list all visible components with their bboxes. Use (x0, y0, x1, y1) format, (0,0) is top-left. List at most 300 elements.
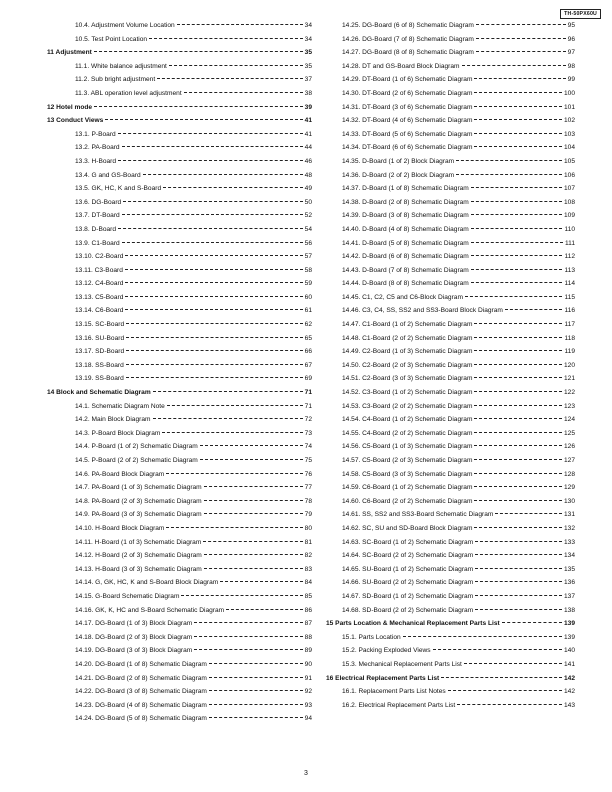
toc-section-entry[interactable] (47, 699, 312, 713)
toc-leader-line (474, 119, 562, 120)
toc-entry-title: 13.1. P-Board (75, 130, 116, 138)
toc-entry-title: 14.65. SU-Board (1 of 2) Schematic Diagram (342, 565, 474, 573)
toc-entry-page-number: 115 (564, 293, 575, 301)
toc-leader-line (475, 554, 562, 555)
toc-entry-title: 14.18. DG-Board (2 of 3) Block Diagram (75, 633, 193, 641)
toc-section-entry[interactable] (47, 644, 312, 658)
toc-entry-title: 13.17. SD-Board (75, 348, 125, 356)
toc-entry-title: 14.64. SC-Board (2 of 2) Schematic Diagram (342, 552, 474, 560)
toc-leader-line (163, 187, 303, 188)
toc-leader-line (125, 282, 302, 283)
toc-section-entry[interactable] (47, 495, 312, 509)
toc-section-entry[interactable] (47, 508, 312, 522)
toc-entry-title: 14.10. H-Board Block Diagram (75, 524, 165, 532)
toc-entry-page-number: 106 (563, 171, 575, 179)
toc-leader-line (153, 418, 303, 419)
model-number-label: TH-50PX60U (560, 9, 601, 19)
toc-section-entry[interactable] (47, 454, 312, 468)
toc-leader-line (181, 595, 302, 596)
toc-section-entry[interactable] (326, 604, 575, 618)
toc-entry-page-number: 89 (304, 647, 312, 655)
toc-entry-title: 14.1. Schematic Diagram Note (75, 402, 165, 410)
toc-entry-page-number: 138 (563, 606, 575, 614)
toc-section-entry[interactable] (326, 413, 575, 427)
toc-entry-page-number: 35 (304, 49, 312, 57)
toc-leader-line (471, 269, 563, 270)
toc-leader-line (474, 391, 562, 392)
toc-section-entry[interactable] (326, 155, 575, 169)
toc-section-entry[interactable] (47, 685, 312, 699)
toc-entry-page-number: 143 (563, 701, 575, 709)
toc-entry-page-number: 59 (304, 280, 312, 288)
toc-leader-line (122, 214, 303, 215)
toc-section-entry[interactable] (47, 250, 312, 264)
toc-entry-page-number: 34 (304, 35, 312, 43)
toc-entry-title: 13.6. DG-Board (75, 198, 122, 206)
toc-section-entry[interactable] (47, 87, 312, 101)
toc-section-entry[interactable] (47, 440, 312, 454)
toc-section-entry[interactable] (326, 454, 575, 468)
toc-entry-page-number: 91 (304, 674, 312, 682)
toc-section-entry[interactable] (47, 155, 312, 169)
toc-section-entry[interactable] (47, 549, 312, 563)
toc-entry-title: 14.28. DT and GS-Board Block Diagram (342, 62, 460, 70)
toc-leader-line (94, 106, 303, 107)
toc-entry-title: 11.2. Sub bright adjustment (75, 76, 156, 84)
toc-entry-title: 14.44. D-Board (8 of 8) Schematic Diagram (342, 280, 469, 288)
toc-section-entry[interactable] (47, 413, 312, 427)
toc-chapter-entry[interactable] (47, 114, 312, 128)
toc-entry-page-number: 129 (563, 484, 575, 492)
toc-entry-page-number: 114 (564, 280, 575, 288)
toc-entry-title: 14.5. P-Board (2 of 2) Schematic Diagram (75, 457, 198, 464)
toc-entry-page-number: 94 (304, 715, 312, 723)
toc-entry-title: 13.10. C2-Board (75, 253, 124, 261)
toc-entry-page-number: 142 (563, 674, 575, 682)
toc-section-entry[interactable] (326, 372, 575, 386)
toc-entry-title: 14.27. DG-Board (8 of 8) Schematic Diagram (342, 49, 474, 57)
toc-leader-line (474, 473, 562, 474)
toc-section-entry[interactable] (326, 481, 575, 495)
toc-entry-title: 14.12. H-Board (2 of 3) Schematic Diagram (75, 552, 202, 560)
toc-entry-title: 14.19. DG-Board (3 of 3) Block Diagram (75, 647, 193, 655)
toc-entry-title: 14.60. C6-Board (2 of 2) Schematic Diagram (342, 497, 473, 505)
toc-section-entry[interactable] (326, 223, 575, 237)
toc-entry-title: 14.42. D-Board (6 of 8) Schematic Diagram (342, 253, 469, 261)
toc-section-entry[interactable] (47, 196, 312, 210)
toc-section-entry[interactable] (47, 372, 312, 386)
toc-entry-title: 14.21. DG-Board (2 of 8) Schematic Diagram (75, 674, 207, 682)
toc-entry-page-number: 61 (304, 307, 312, 315)
toc-section-entry[interactable] (47, 141, 312, 155)
toc-leader-line (177, 24, 303, 25)
toc-entry-title: 13.8. D-Board (75, 225, 117, 233)
toc-entry-page-number: 58 (304, 266, 312, 274)
toc-entry-page-number: 84 (304, 579, 312, 587)
toc-leader-line (475, 581, 562, 582)
toc-section-entry[interactable] (326, 699, 575, 713)
toc-entry-title: 14.52. C3-Board (1 of 2) Schematic Diagram (342, 389, 473, 397)
toc-entry-title: 13.15. SC-Board (75, 321, 125, 329)
toc-entry-page-number: 97 (567, 49, 575, 57)
toc-entry-page-number: 121 (563, 375, 575, 383)
toc-section-entry[interactable] (47, 264, 312, 278)
toc-chapter-entry[interactable] (47, 101, 312, 115)
toc-section-entry[interactable] (326, 169, 575, 183)
toc-leader-line (203, 541, 302, 542)
toc-leader-line (149, 38, 303, 39)
toc-entry-page-number: 133 (563, 538, 575, 546)
toc-entry-page-number: 122 (563, 389, 575, 397)
toc-section-entry[interactable] (47, 481, 312, 495)
toc-leader-line (126, 377, 303, 378)
toc-entry-page-number: 38 (304, 89, 312, 97)
toc-section-entry[interactable] (47, 19, 312, 33)
toc-entry-title: 14.57. C5-Board (2 of 3) Schematic Diagram (342, 457, 473, 464)
toc-entry-page-number: 69 (304, 375, 312, 383)
toc-entry-page-number: 119 (564, 348, 575, 356)
toc-leader-line (471, 255, 563, 256)
toc-section-entry[interactable] (326, 359, 575, 373)
toc-column-right (326, 19, 575, 712)
toc-entry-page-number: 79 (304, 511, 312, 519)
toc-section-entry[interactable] (326, 644, 575, 658)
toc-leader-line (474, 133, 562, 134)
toc-entry-page-number: 81 (304, 538, 312, 546)
toc-leader-line (464, 663, 562, 664)
toc-entry-page-number: 123 (563, 402, 575, 410)
toc-section-entry[interactable] (47, 73, 312, 87)
toc-entry-page-number: 39 (304, 103, 312, 111)
toc-leader-line (204, 513, 303, 514)
toc-entry-page-number: 102 (563, 117, 575, 125)
toc-section-entry[interactable] (47, 522, 312, 536)
toc-section-entry[interactable] (47, 617, 312, 631)
toc-entry-page-number: 113 (564, 266, 575, 274)
toc-leader-line (474, 92, 562, 93)
toc-entry-title: 14.2. Main Block Diagram (75, 416, 151, 424)
toc-leader-line (194, 622, 302, 623)
toc-entry-page-number: 50 (304, 198, 312, 206)
toc-entry-title: 15.2. Packing Exploded Views (342, 647, 431, 655)
toc-entry-page-number: 117 (564, 321, 575, 329)
toc-leader-line (209, 663, 303, 664)
toc-section-entry[interactable] (47, 536, 312, 550)
toc-section-entry[interactable] (47, 590, 312, 604)
toc-section-entry[interactable] (326, 563, 575, 577)
toc-leader-line (220, 581, 302, 582)
toc-entry-title: 14.17. DG-Board (1 of 3) Block Diagram (75, 620, 193, 628)
toc-entry-page-number: 65 (304, 334, 312, 342)
toc-entry-page-number: 112 (564, 253, 575, 261)
toc-section-entry[interactable] (326, 304, 575, 318)
toc-entry-title: 14.51. C2-Board (3 of 3) Schematic Diagram (342, 375, 473, 383)
toc-entry-page-number: 48 (304, 171, 312, 179)
toc-entry-page-number: 60 (304, 293, 312, 301)
toc-entry-page-number: 56 (304, 239, 312, 247)
toc-leader-line (125, 269, 303, 270)
toc-entry-page-number: 85 (304, 592, 312, 600)
toc-section-entry[interactable] (326, 101, 575, 115)
toc-section-entry[interactable] (47, 291, 312, 305)
toc-section-entry[interactable] (47, 332, 312, 346)
toc-section-entry[interactable] (47, 223, 312, 237)
toc-entry-title: 14.13. H-Board (3 of 3) Schematic Diagram (75, 565, 202, 573)
toc-section-entry[interactable] (47, 672, 312, 686)
toc-entry-title: 14.63. SC-Board (1 of 2) Schematic Diagram (342, 538, 474, 546)
toc-section-entry[interactable] (326, 631, 575, 645)
page-number: 3 (304, 770, 308, 777)
toc-leader-line (118, 133, 303, 134)
toc-section-entry[interactable] (326, 73, 575, 87)
toc-entry-page-number: 83 (304, 565, 312, 573)
toc-entry-page-number: 87 (304, 620, 312, 628)
toc-entry-title: 14.55. C4-Board (2 of 2) Schematic Diagram (342, 429, 473, 437)
toc-chapter-entry[interactable] (326, 617, 575, 631)
toc-leader-line (204, 554, 303, 555)
toc-entry-title: 14.43. D-Board (7 of 8) Schematic Diagram (342, 266, 469, 274)
toc-entry-page-number: 127 (563, 457, 575, 464)
toc-entry-title: 15.3. Mechanical Replacement Parts List (342, 660, 462, 668)
toc-entry-page-number: 136 (563, 579, 575, 587)
toc-leader-line (125, 255, 302, 256)
toc-entry-title: 14.41. D-Board (5 of 8) Schematic Diagram (342, 239, 469, 247)
toc-entry-title: 14.49. C2-Board (1 of 3) Schematic Diagram (342, 348, 473, 356)
toc-section-entry[interactable] (326, 277, 575, 291)
toc-section-entry[interactable] (326, 468, 575, 482)
toc-entry-title: 14.14. G, GK, HC, K and S-Board Block Diagram (75, 579, 219, 587)
toc-entry-title: 14.58. C5-Board (3 of 3) Schematic Diagram (342, 470, 473, 478)
toc-section-entry[interactable] (47, 631, 312, 645)
toc-entry-title: 14.22. DG-Board (3 of 8) Schematic Diagram (75, 688, 207, 696)
toc-section-entry[interactable] (47, 345, 312, 359)
toc-entry-page-number: 131 (563, 511, 575, 519)
toc-section-entry[interactable] (326, 332, 575, 346)
toc-entry-title: 14.4. P-Board (1 of 2) Schematic Diagram (75, 443, 198, 451)
toc-section-entry[interactable] (326, 427, 575, 441)
toc-section-entry[interactable] (326, 128, 575, 142)
toc-section-entry[interactable] (326, 345, 575, 359)
toc-entry-title: 14.32. DT-Board (4 of 6) Schematic Diagram (342, 117, 473, 125)
toc-entry-title: 14.36. D-Board (2 of 2) Block Diagram (342, 171, 455, 179)
toc-leader-line (474, 78, 565, 79)
toc-section-entry[interactable] (47, 277, 312, 291)
toc-leader-line (184, 92, 303, 93)
toc-entry-page-number: 99 (567, 76, 575, 84)
toc-entry-page-number: 139 (563, 633, 575, 641)
toc-entry-page-number: 98 (567, 62, 575, 70)
toc-entry-title: 14.9. PA-Board (3 of 3) Schematic Diagram (75, 511, 202, 519)
toc-leader-line (474, 377, 562, 378)
toc-leader-line (495, 513, 562, 514)
toc-section-entry[interactable] (326, 264, 575, 278)
toc-leader-line (474, 405, 562, 406)
toc-section-entry[interactable] (47, 427, 312, 441)
toc-section-entry[interactable] (47, 209, 312, 223)
toc-leader-line (126, 323, 303, 324)
toc-section-entry[interactable] (326, 60, 575, 74)
toc-section-entry[interactable] (326, 87, 575, 101)
toc-leader-line (476, 38, 566, 39)
toc-section-entry[interactable] (47, 712, 312, 726)
toc-leader-line (166, 473, 302, 474)
toc-entry-title: 14.37. D-Board (1 of 8) Schematic Diagram (342, 185, 469, 193)
toc-section-entry[interactable] (326, 182, 575, 196)
toc-entry-page-number: 104 (563, 144, 575, 152)
toc-section-entry[interactable] (326, 250, 575, 264)
toc-leader-line (476, 51, 566, 52)
toc-leader-line (456, 160, 562, 161)
toc-section-entry[interactable] (47, 60, 312, 74)
toc-leader-line (94, 51, 303, 52)
toc-section-entry[interactable] (326, 440, 575, 454)
toc-entry-title: 15 Parts Location & Mechanical Replacement Parts List (326, 620, 500, 628)
toc-entry-page-number: 96 (567, 35, 575, 43)
toc-entry-title: 14.30. DT-Board (2 of 6) Schematic Diagram (342, 89, 473, 97)
toc-section-entry[interactable] (326, 196, 575, 210)
toc-entry-page-number: 118 (564, 334, 575, 342)
toc-entry-page-number: 71 (304, 402, 312, 410)
toc-entry-title: 14.24. DG-Board (5 of 8) Schematic Diagram (75, 715, 207, 723)
toc-leader-line (471, 282, 563, 283)
toc-leader-line (441, 677, 562, 678)
toc-entry-page-number: 77 (304, 484, 312, 492)
toc-leader-line (204, 486, 303, 487)
toc-entry-page-number: 128 (563, 470, 575, 478)
toc-section-entry[interactable] (47, 169, 312, 183)
toc-leader-line (433, 649, 562, 650)
toc-leader-line (169, 65, 303, 66)
toc-entry-title: 13.19. SS-Board (75, 375, 124, 383)
toc-leader-line (166, 527, 302, 528)
toc-section-entry[interactable] (47, 359, 312, 373)
toc-section-entry[interactable] (326, 141, 575, 155)
toc-entry-page-number: 78 (304, 497, 312, 505)
toc-section-entry[interactable] (47, 658, 312, 672)
toc-leader-line (125, 296, 302, 297)
toc-section-entry[interactable] (47, 576, 312, 590)
toc-section-entry[interactable] (326, 209, 575, 223)
toc-chapter-entry[interactable] (47, 386, 312, 400)
toc-entry-page-number: 75 (304, 457, 312, 464)
toc-leader-line (153, 391, 303, 392)
toc-section-entry[interactable] (326, 33, 575, 47)
toc-leader-line (123, 201, 302, 202)
toc-leader-line (209, 677, 303, 678)
toc-entry-page-number: 124 (563, 416, 575, 424)
toc-entry-page-number: 103 (563, 130, 575, 138)
toc-leader-line (474, 486, 562, 487)
toc-section-entry[interactable] (326, 549, 575, 563)
toc-section-entry[interactable] (47, 304, 312, 318)
toc-section-entry[interactable] (326, 237, 575, 251)
toc-entry-page-number: 44 (304, 144, 312, 152)
toc-section-entry[interactable] (326, 536, 575, 550)
toc-entry-page-number: 110 (564, 225, 575, 233)
toc-section-entry[interactable] (326, 400, 575, 414)
toc-chapter-entry[interactable] (326, 672, 575, 686)
toc-entry-page-number: 140 (563, 647, 575, 655)
toc-entry-title: 14.61. SS, SS2 and SS3-Board Schematic Diagram (342, 511, 494, 519)
toc-leader-line (505, 309, 563, 310)
toc-section-entry[interactable] (47, 182, 312, 196)
toc-section-entry[interactable] (326, 685, 575, 699)
toc-entry-title: 16.2. Electrical Replacement Parts List (342, 701, 456, 709)
toc-section-entry[interactable] (47, 563, 312, 577)
toc-entry-page-number: 95 (567, 22, 575, 29)
toc-section-entry[interactable] (326, 658, 575, 672)
toc-entry-page-number: 72 (304, 416, 312, 424)
toc-entry-page-number: 142 (563, 688, 575, 696)
toc-section-entry[interactable] (47, 128, 312, 142)
toc-section-entry[interactable] (326, 19, 575, 33)
toc-section-entry[interactable] (326, 318, 575, 332)
toc-entry-page-number: 74 (304, 443, 312, 451)
toc-section-entry[interactable] (47, 33, 312, 47)
toc-entry-page-number: 111 (564, 239, 575, 247)
toc-leader-line (475, 595, 562, 596)
toc-entry-page-number: 100 (563, 89, 575, 97)
toc-entry-title: 14.34. DT-Board (6 of 6) Schematic Diagram (342, 144, 473, 152)
toc-section-entry[interactable] (47, 604, 312, 618)
toc-section-entry[interactable] (326, 576, 575, 590)
toc-section-entry[interactable] (326, 522, 575, 536)
toc-section-entry[interactable] (47, 468, 312, 482)
toc-section-entry[interactable] (326, 386, 575, 400)
toc-leader-line (462, 65, 566, 66)
toc-entry-title: 14.68. SD-Board (2 of 2) Schematic Diagram (342, 606, 474, 614)
toc-entry-title: 14.46. C3, C4, SS, SS2 and SS3-Board Block Diagram (342, 307, 503, 315)
toc-leader-line (122, 146, 303, 147)
toc-entry-title: 14.50. C2-Board (2 of 3) Schematic Diagram (342, 361, 473, 369)
toc-leader-line (204, 500, 303, 501)
toc-section-entry[interactable] (326, 114, 575, 128)
toc-entry-title: 13 Conduct Views (47, 117, 104, 125)
toc-section-entry[interactable] (326, 46, 575, 60)
toc-section-entry[interactable] (47, 237, 312, 251)
toc-leader-line (476, 24, 566, 25)
toc-section-entry[interactable] (326, 495, 575, 509)
toc-entry-title: 14.16. GK, K, HC and S-Board Schematic Diagram (75, 606, 225, 614)
toc-leader-line (157, 78, 303, 79)
toc-entry-title: 13.3. H-Board (75, 157, 117, 165)
toc-leader-line (194, 636, 302, 637)
toc-leader-line (474, 337, 562, 338)
toc-entry-title: 14.31. DT-Board (3 of 6) Schematic Diagram (342, 103, 473, 111)
toc-leader-line (465, 296, 563, 297)
toc-entry-title: 14.66. SU-Board (2 of 2) Schematic Diagram (342, 579, 474, 587)
toc-entry-page-number: 88 (304, 633, 312, 641)
toc-entry-title: 11.3. ABL operation level adjustment (75, 89, 182, 97)
toc-entry-title: 14.48. C1-Board (2 of 2) Schematic Diagram (342, 334, 473, 342)
toc-entry-page-number: 86 (304, 606, 312, 614)
toc-section-entry[interactable] (326, 590, 575, 604)
toc-leader-line (162, 432, 302, 433)
toc-chapter-entry[interactable] (47, 46, 312, 60)
toc-section-entry[interactable] (326, 291, 575, 305)
toc-entry-page-number: 37 (304, 76, 312, 84)
toc-section-entry[interactable] (47, 318, 312, 332)
toc-entry-page-number: 41 (304, 117, 312, 125)
toc-leader-line (226, 609, 302, 610)
toc-entry-title: 14.53. C3-Board (2 of 2) Schematic Diagram (342, 402, 473, 410)
toc-entry-title: 13.9. C1-Board (75, 239, 120, 247)
toc-entry-page-number: 49 (304, 185, 312, 193)
toc-section-entry[interactable] (47, 400, 312, 414)
toc-entry-page-number: 116 (564, 307, 575, 315)
toc-section-entry[interactable] (326, 508, 575, 522)
toc-leader-line (118, 228, 303, 229)
